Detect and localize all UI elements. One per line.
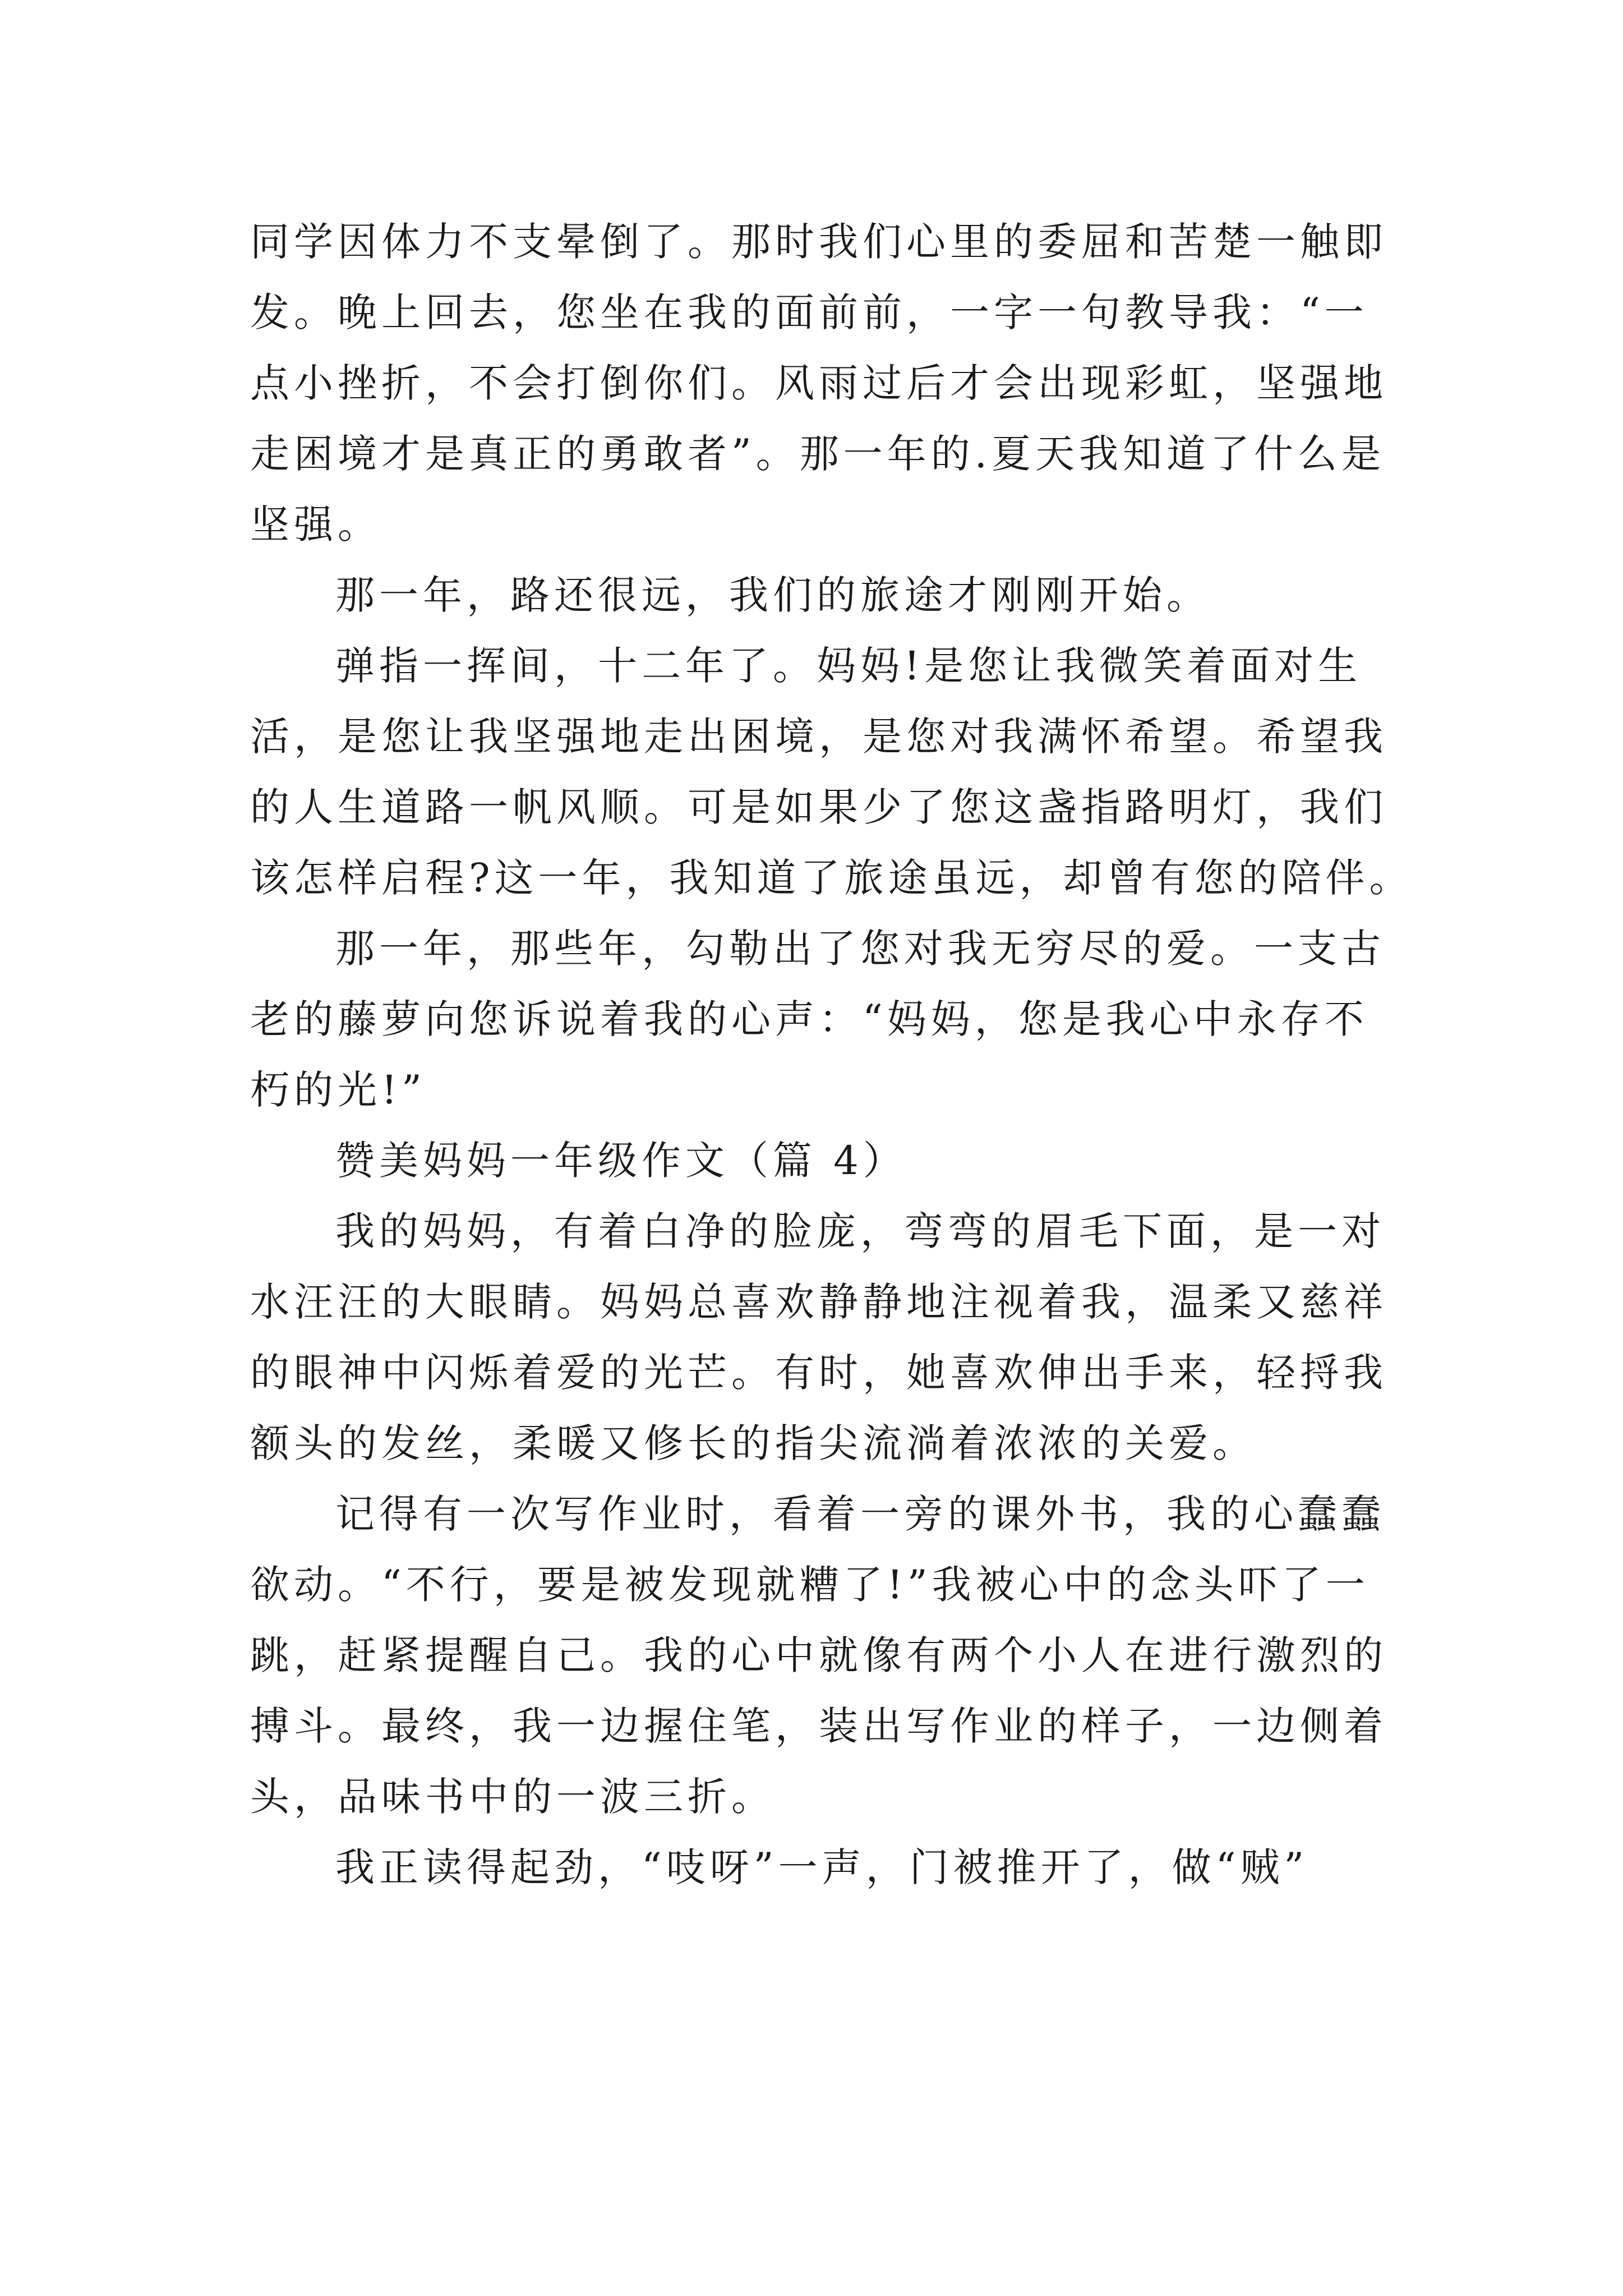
text-line: 水汪汪的大眼睛。妈妈总喜欢静静地注视着我，温柔又慈祥 [250,1279,1387,1325]
text-line: 头，品味书中的一波三折。 [250,1774,775,1820]
paragraph-start-line: 我的妈妈，有着白净的脸庞，弯弯的眉毛下面，是一对 [335,1208,1385,1254]
body-text [250,206,1413,1903]
text-line: 老的藤萝向您诉说着我的心声：“妈妈，您是我心中永存不 [250,996,1368,1042]
text-line: 的眼神中闪烁着爱的光芒。有时，她喜欢伸出手来，轻捋我 [250,1350,1387,1396]
paragraph-start-line: 那一年，那些年，勾勒出了您对我无穷尽的爱。一支古 [335,926,1385,972]
text-line: 活，是您让我坚强地走出困境，是您对我满怀希望。希望我 [250,714,1387,760]
text-line: 该怎样启程?这一年，我知道了旅途虽远，却曾有您的陪伴。 [250,855,1413,901]
paragraph-start-line: 弹指一挥间，十二年了。妈妈!是您让我微笑着面对生 [335,643,1362,689]
text-line: 跳，赶紧提醒自己。我的心中就像有两个小人在进行激烈的 [250,1632,1387,1678]
text-line: 走困境才是真正的勇敢者”。那一年的.夏天我知道了什么是 [250,431,1386,477]
text-line: 额头的发丝，柔暖又修长的指尖流淌着浓浓的关爱。 [250,1420,1256,1466]
text-line: 搏斗。最终，我一边握住笔，装出写作业的样子，一边侧着 [250,1703,1387,1749]
section-heading: 赞美妈妈一年级作文（篇 4） [335,1138,907,1184]
text-line: 坚强。 [250,501,381,547]
text-line: 发。晚上回去，您坐在我的面前前，一字一句教导我：“一 [250,289,1368,335]
text-line: 点小挫折，不会打倒你们。风雨过后才会出现彩虹，坚强地 [250,360,1387,406]
paragraph-start-line: 记得有一次写作业时，看着一旁的课外书，我的心蠢蠢 [335,1491,1385,1537]
text-line: 的人生道路一帆风顺。可是如果少了您这盏指路明灯，我们 [250,784,1387,830]
text-line: 同学因体力不支晕倒了。那时我们心里的委屈和苦楚一触即 [250,219,1387,265]
paragraph-start-line: 我正读得起劲，“吱呀”一声，门被推开了，做“贼” [335,1844,1309,1890]
text-line: 欲动。“不行，要是被发现就糟了!”我被心中的念头吓了一 [250,1562,1370,1608]
paragraph-start-line: 那一年，路还很远，我们的旅途才刚刚开始。 [335,572,1210,618]
text-line: 朽的光!” [250,1067,426,1113]
